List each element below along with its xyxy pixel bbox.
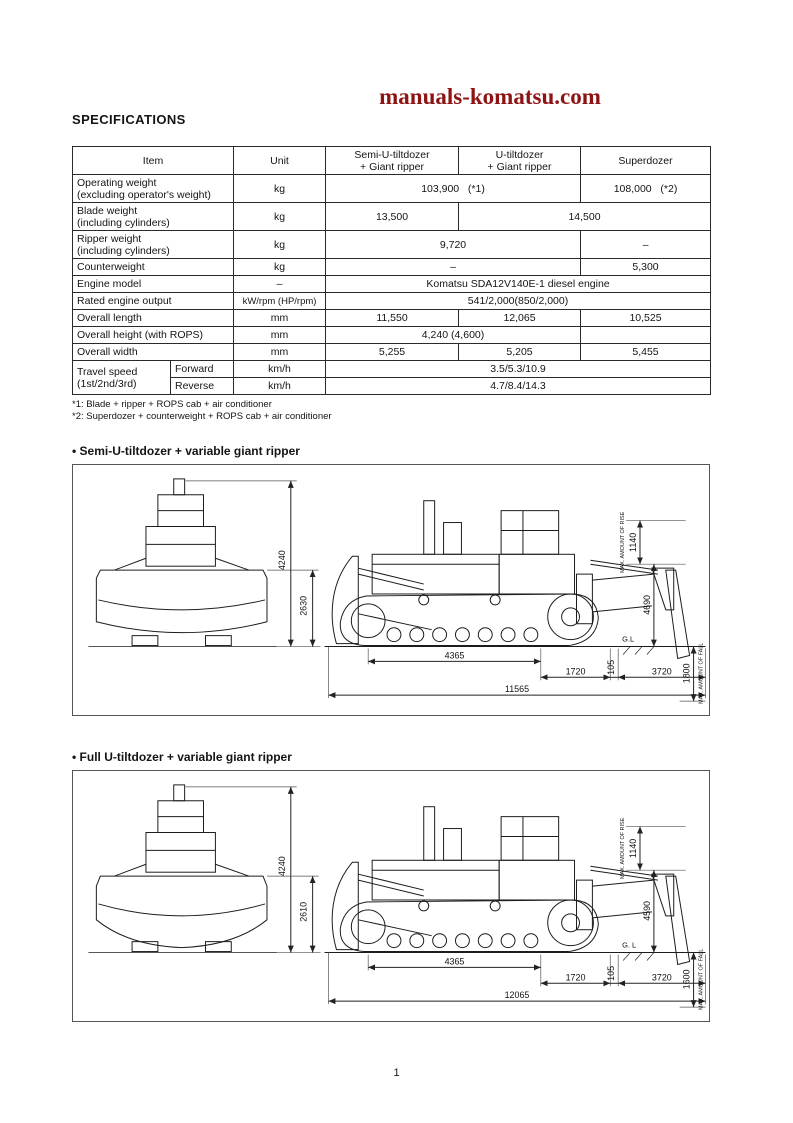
front-dimension-lines bbox=[186, 481, 321, 647]
travel-speed-reverse-label: Reverse bbox=[171, 378, 234, 395]
ripper-weight-unit: kg bbox=[234, 231, 326, 259]
col-header-item: Item bbox=[73, 147, 234, 175]
operating-weight-semi-u-and-u: 103,900 (*1) bbox=[326, 175, 581, 203]
blade-weight-label-line1: Blade weight bbox=[77, 204, 138, 217]
overall-height-superdozer bbox=[581, 327, 711, 344]
operating-weight-unit: kg bbox=[234, 175, 326, 203]
dim-rise: 1140 bbox=[628, 838, 639, 858]
operating-weight-superdozer: 108,000 (*2) bbox=[581, 175, 711, 203]
engine-model-unit: – bbox=[234, 276, 326, 293]
footnote-2: *2: Superdozer + counterweight + ROPS cab + air conditioner bbox=[72, 411, 332, 422]
overall-width-label: Overall width bbox=[73, 344, 234, 361]
col-header-u-line2: + Giant ripper bbox=[487, 160, 552, 173]
row-travel-speed-forward bbox=[73, 361, 711, 378]
col-header-u-line1: U-tiltdozer bbox=[495, 148, 544, 161]
ground-line-label: G. L bbox=[622, 940, 637, 950]
dim-fall: 1600 bbox=[681, 969, 692, 990]
travel-speed-label-line2: (1st/2nd/3rd) bbox=[77, 377, 137, 390]
travel-speed-label bbox=[73, 361, 171, 395]
dim-rear: 1720 bbox=[565, 666, 586, 677]
dim-track-length: 4365 bbox=[444, 650, 465, 661]
front-view bbox=[88, 479, 276, 647]
overall-length-label: Overall length bbox=[73, 310, 234, 327]
row-engine-model bbox=[73, 276, 711, 293]
row-counterweight bbox=[73, 259, 711, 276]
col-header-semi-u bbox=[326, 147, 459, 175]
row-rated-engine-output bbox=[73, 293, 711, 310]
row-ripper-weight bbox=[73, 231, 711, 259]
rated-engine-output-value: 541/2,000(850/2,000) bbox=[326, 293, 711, 310]
dim-small: 105 bbox=[606, 965, 617, 981]
row-overall-width bbox=[73, 344, 711, 361]
operating-weight-label-line1: Operating weight bbox=[77, 176, 157, 189]
page-number: 1 bbox=[393, 1067, 400, 1079]
counterweight-unit: kg bbox=[234, 259, 326, 276]
blade-weight-label-line2: (including cylinders) bbox=[77, 216, 170, 229]
ripper-weight-label-line1: Ripper weight bbox=[77, 232, 142, 245]
page-title: SPECIFICATIONS bbox=[72, 112, 186, 127]
overall-width-semi-u: 5,255 bbox=[326, 344, 459, 361]
col-header-unit: Unit bbox=[234, 147, 326, 175]
dim-rise-label: MAX. AMOUNT OF RISE bbox=[620, 817, 627, 879]
dim-rise-label: MAX. AMOUNT OF RISE bbox=[620, 511, 627, 573]
side-view bbox=[325, 807, 706, 965]
rated-engine-output-label: Rated engine output bbox=[73, 293, 234, 310]
travel-speed-reverse-unit: km/h bbox=[234, 378, 326, 395]
overall-width-unit: mm bbox=[234, 344, 326, 361]
table-header-row bbox=[73, 147, 711, 175]
operating-weight-label-line2: (excluding operator's weight) bbox=[77, 188, 211, 201]
ripper-weight-label bbox=[73, 231, 234, 259]
specifications-table bbox=[72, 146, 711, 395]
figure1-drawing bbox=[72, 464, 710, 716]
travel-speed-forward-unit: km/h bbox=[234, 361, 326, 378]
overall-height-label: Overall height (with ROPS) bbox=[73, 327, 234, 344]
front-view bbox=[88, 785, 276, 953]
counterweight-semi-u-and-u: – bbox=[326, 259, 581, 276]
dim-blade-height: 2630 bbox=[298, 595, 309, 616]
dim-overall-length: 11565 bbox=[504, 684, 530, 695]
figure2-svg bbox=[73, 771, 709, 1021]
col-header-semi-u-line2: + Giant ripper bbox=[360, 160, 424, 173]
side-view bbox=[325, 501, 706, 659]
dim-overall-length: 12065 bbox=[504, 990, 530, 1001]
rated-engine-output-unit: kW/rpm (HP/rpm) bbox=[234, 293, 326, 310]
dim-fall: 1800 bbox=[681, 663, 692, 684]
col-header-superdozer: Superdozer bbox=[581, 147, 711, 175]
figure2-drawing bbox=[72, 770, 710, 1022]
blade-weight-semi-u: 13,500 bbox=[326, 203, 459, 231]
row-overall-height bbox=[73, 327, 711, 344]
dim-rear: 1720 bbox=[565, 972, 586, 983]
dim-overall-height: 4240 bbox=[276, 856, 287, 877]
dim-fall-label: MAX. AMOUNT OF FALL bbox=[698, 642, 705, 704]
counterweight-label: Counterweight bbox=[73, 259, 234, 276]
dim-blade-height: 2610 bbox=[298, 901, 309, 922]
engine-model-value: Komatsu SDA12V140E-1 diesel engine bbox=[326, 276, 711, 293]
col-header-semi-u-line1: Semi-U-tiltdozer bbox=[354, 148, 430, 161]
row-operating-weight bbox=[73, 175, 711, 203]
operating-weight-label bbox=[73, 175, 234, 203]
footnotes bbox=[72, 399, 712, 423]
col-header-u bbox=[459, 147, 581, 175]
overall-length-superdozer: 10,525 bbox=[581, 310, 711, 327]
overall-height-unit: mm bbox=[234, 327, 326, 344]
overall-width-superdozer: 5,455 bbox=[581, 344, 711, 361]
overall-height-semi-u-and-u: 4,240 (4,600) bbox=[326, 327, 581, 344]
dim-track-length: 4365 bbox=[444, 956, 465, 967]
dim-ripper-height: 4690 bbox=[641, 594, 652, 615]
dim-small: 105 bbox=[606, 659, 617, 675]
dim-fall-label: MAX. AMOUNT OF FALL bbox=[698, 948, 705, 1010]
ground-line-label: G.L bbox=[622, 634, 635, 644]
travel-speed-forward-label: Forward bbox=[171, 361, 234, 378]
blade-weight-u-and-superdozer: 14,500 bbox=[459, 203, 711, 231]
front-dimension-lines bbox=[186, 787, 321, 953]
figure2-title: • Full U-tiltdozer + variable giant ripper bbox=[72, 750, 292, 764]
row-blade-weight bbox=[73, 203, 711, 231]
overall-length-semi-u: 11,550 bbox=[326, 310, 459, 327]
figure1-svg bbox=[73, 465, 709, 715]
blade-weight-label bbox=[73, 203, 234, 231]
overall-width-u: 5,205 bbox=[459, 344, 581, 361]
engine-model-label: Engine model bbox=[73, 276, 234, 293]
dim-rise: 1140 bbox=[628, 532, 639, 552]
travel-speed-forward-value: 3.5/5.3/10.9 bbox=[326, 361, 711, 378]
travel-speed-reverse-value: 4.7/8.4/14.3 bbox=[326, 378, 711, 395]
blade-weight-unit: kg bbox=[234, 203, 326, 231]
travel-speed-label-line1: Travel speed bbox=[77, 365, 138, 378]
footnote-1: *1: Blade + ripper + ROPS cab + air conditioner bbox=[72, 399, 272, 410]
ripper-weight-superdozer: – bbox=[581, 231, 711, 259]
row-overall-length bbox=[73, 310, 711, 327]
overall-length-unit: mm bbox=[234, 310, 326, 327]
page-content bbox=[72, 0, 712, 1022]
figure1-title: • Semi-U-tiltdozer + variable giant ripper bbox=[72, 444, 300, 458]
overall-length-u: 12,065 bbox=[459, 310, 581, 327]
dim-overall-height: 4240 bbox=[276, 550, 287, 571]
site-watermark-title: manuals-komatsu.com bbox=[379, 84, 601, 109]
dim-ripper: 3720 bbox=[651, 972, 672, 983]
dim-ripper: 3720 bbox=[651, 666, 672, 677]
ripper-weight-semi-u-and-u: 9,720 bbox=[326, 231, 581, 259]
counterweight-superdozer: 5,300 bbox=[581, 259, 711, 276]
dim-ripper-height: 4590 bbox=[641, 900, 652, 921]
ripper-weight-label-line2: (including cylinders) bbox=[77, 244, 170, 257]
